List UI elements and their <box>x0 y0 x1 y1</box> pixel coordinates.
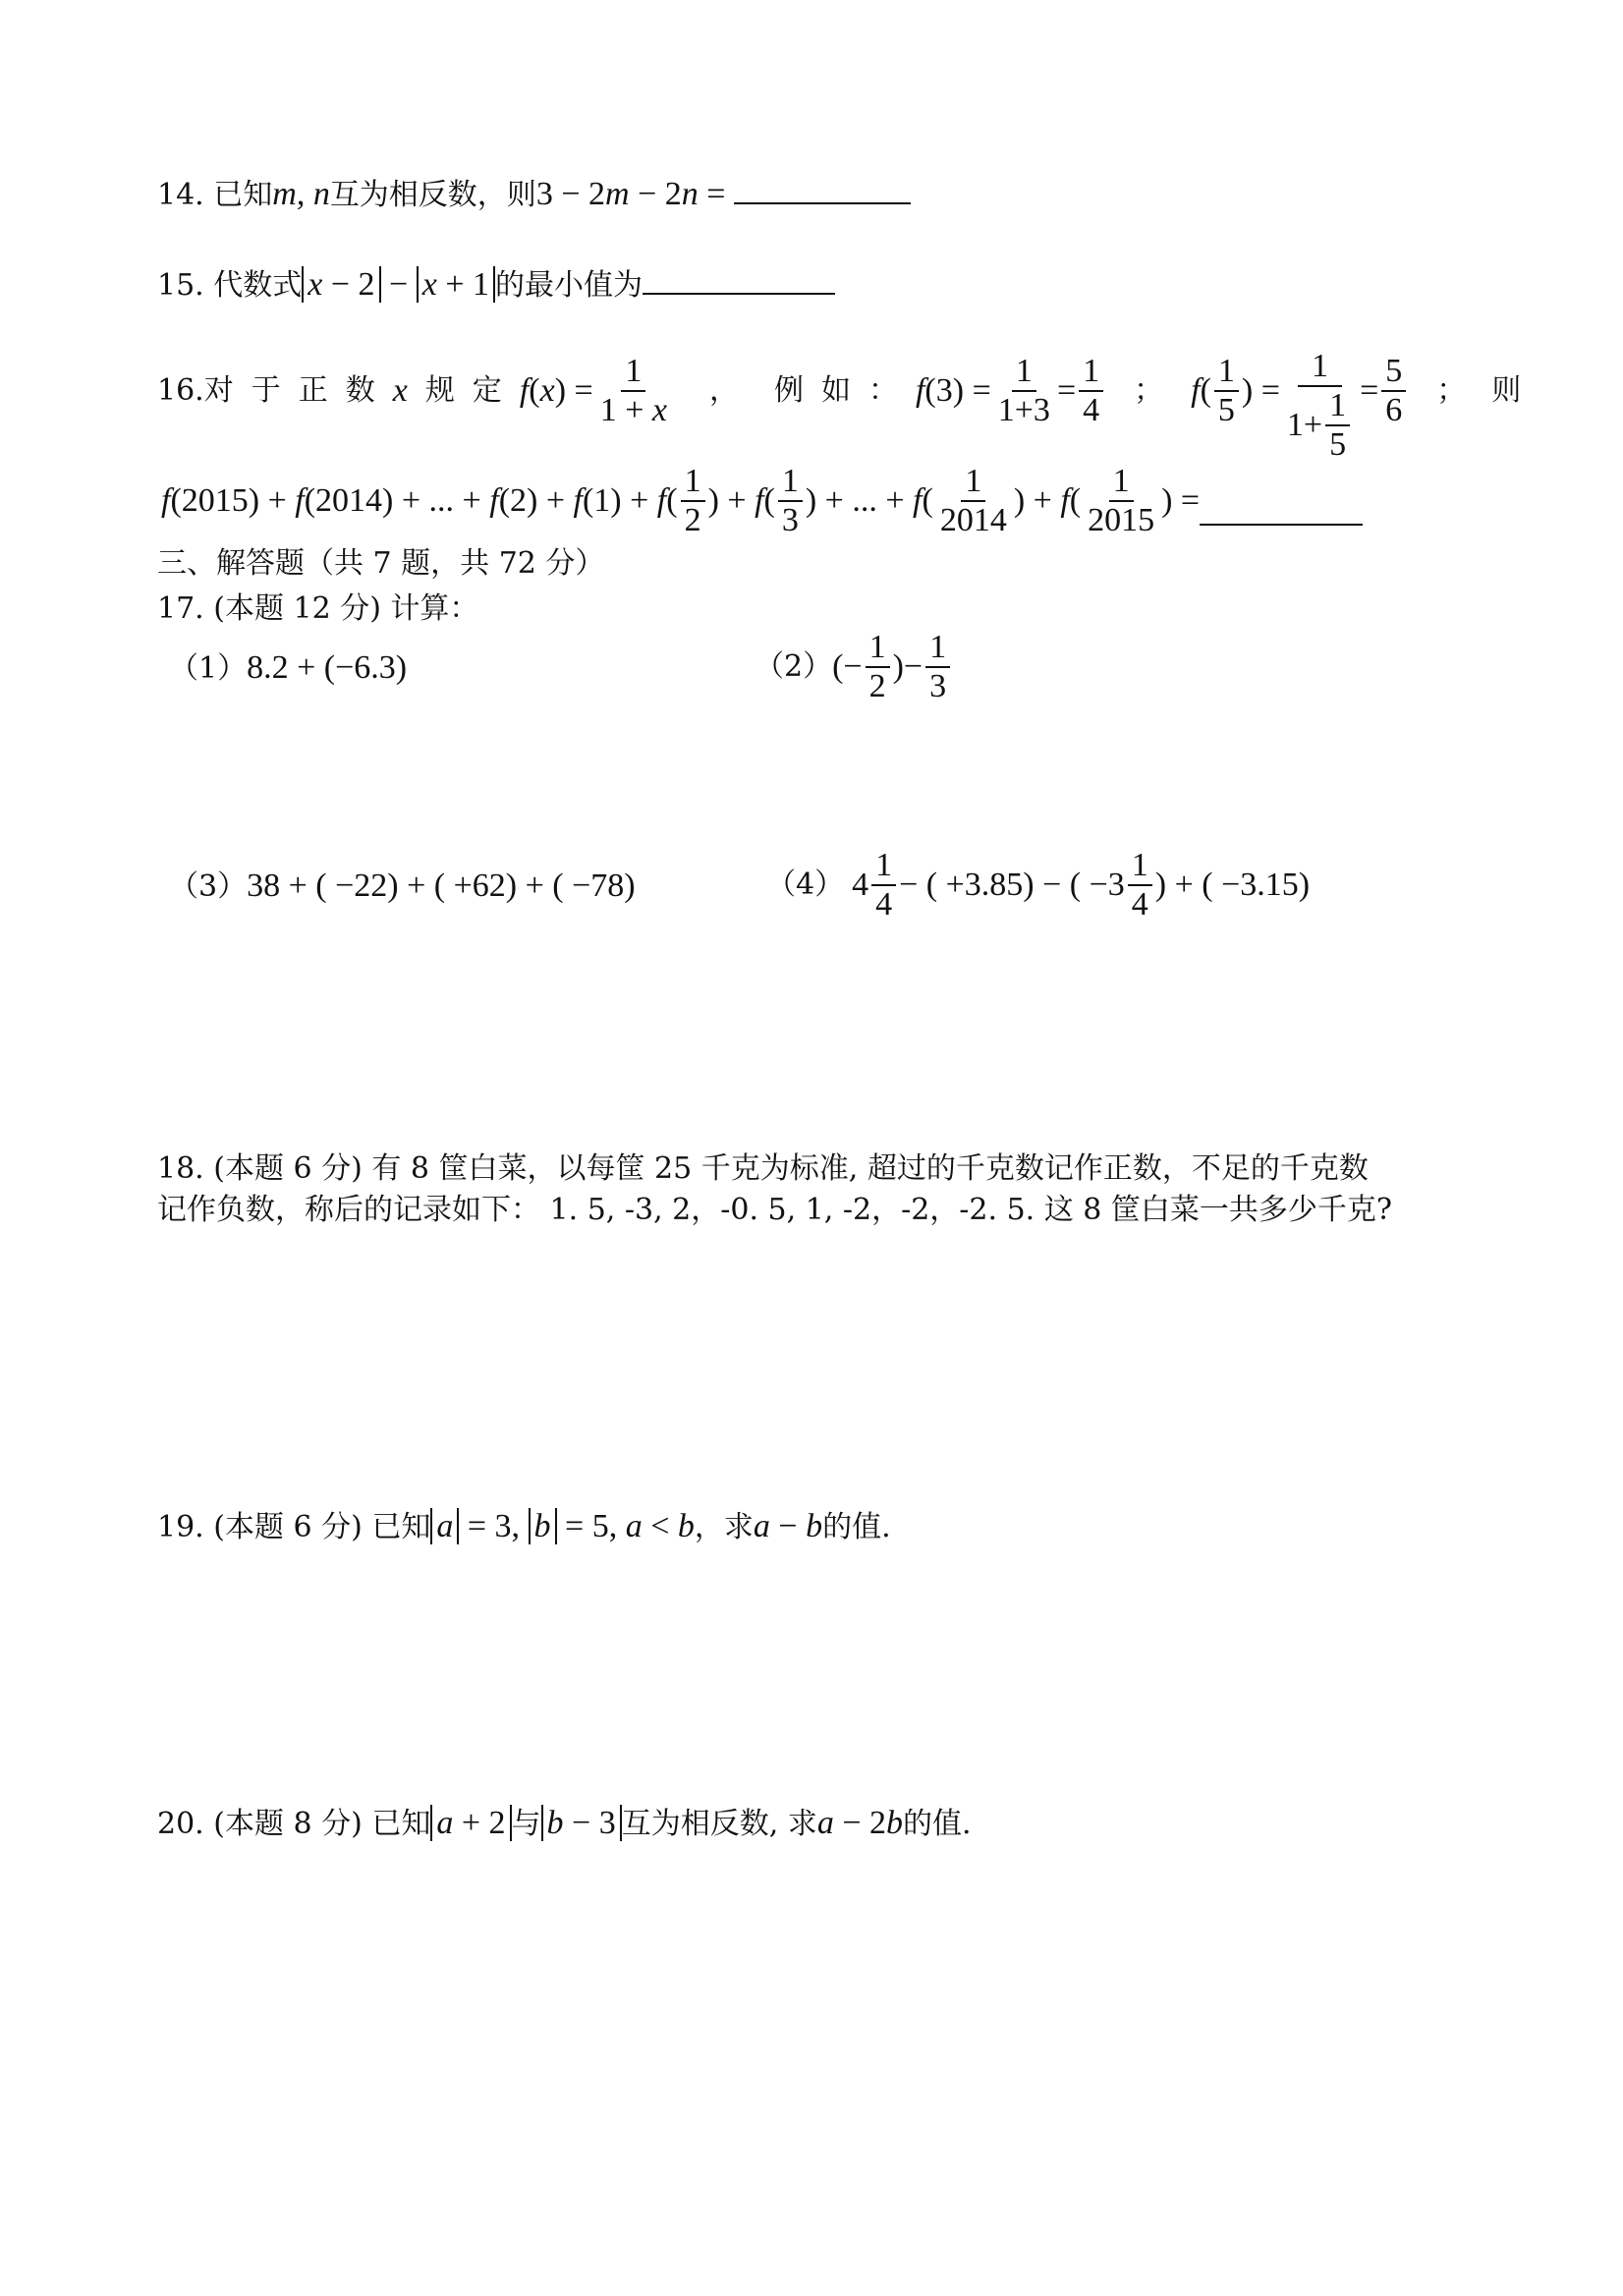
question-16-sum: f(2015) + f(2014) + ... + f(2) + f(1) + f( $\frac{1}{2}$ ) + f( $\frac{1}{3}$ ) + ... + f( $\frac{1}{2014}$ ) + f( $\frac{1}{2015}$ ) = <box>161 462 1363 540</box>
question-14: 14. 已知m, n互为相反数，则3 − 2m − 2n = <box>157 173 911 215</box>
question-17-part-2: （2） (− $\frac{1}{2}$ )− $\frac{1}{3}$ <box>755 629 953 705</box>
question-18-line-2: 记作负数，称后的记录如下： 1. 5, -3, 2，-0. 5, 1, -2，-2，-2. 5. 这 8 筐白菜一共多少千克? <box>157 1193 1392 1227</box>
question-18-line-1: 18. (本题 6 分) 有 8 筐白菜，以每筐 25 千克为标准, 超过的千克数记作正数，不足的千克数 <box>157 1151 1369 1186</box>
answer-blank-14[interactable] <box>734 173 911 204</box>
question-15: 15. 代数式 x − 2 − x + 1 的最小值为 <box>157 263 835 306</box>
question-19: 19. (本题 6 分) 已知 a = 3, b = 5, a < b，求a − b的值. <box>157 1508 891 1544</box>
question-17-part-3: （3）38 + ( −22) + ( +62) + ( −78) <box>169 868 636 904</box>
section-title: 三、解答题（共 7 题，共 72 分） <box>157 546 605 581</box>
question-16-definition: 16. 对于正数 x 规定 f(x) = $\frac{1}{1 + x}$ ， 例如： f(3) = $\frac{1}{1+3}$ = $\frac{1}{4}$ ； f( $\frac{1}{5}$ ) = 1 1+ $\frac{1}{5}$ = $\frac{5}{6}$ ； 则 <box>157 348 1522 463</box>
question-17-part-4: （4） 4 $\frac{1}{4}$ − ( +3.85) − ( −3 $\frac{1}{4}$ ) + ( −3.15) <box>766 847 1311 923</box>
question-20: 20. (本题 8 分) 已知 a + 2 与 b − 3 互为相反数, 求a − 2b的值. <box>157 1805 972 1841</box>
answer-blank-15[interactable] <box>643 263 835 295</box>
answer-blank-16[interactable] <box>1200 494 1363 526</box>
question-17-title: 17. (本题 12 分) 计算： <box>157 591 479 626</box>
question-17-part-1: （1）8.2 + (−6.3) <box>169 649 408 686</box>
